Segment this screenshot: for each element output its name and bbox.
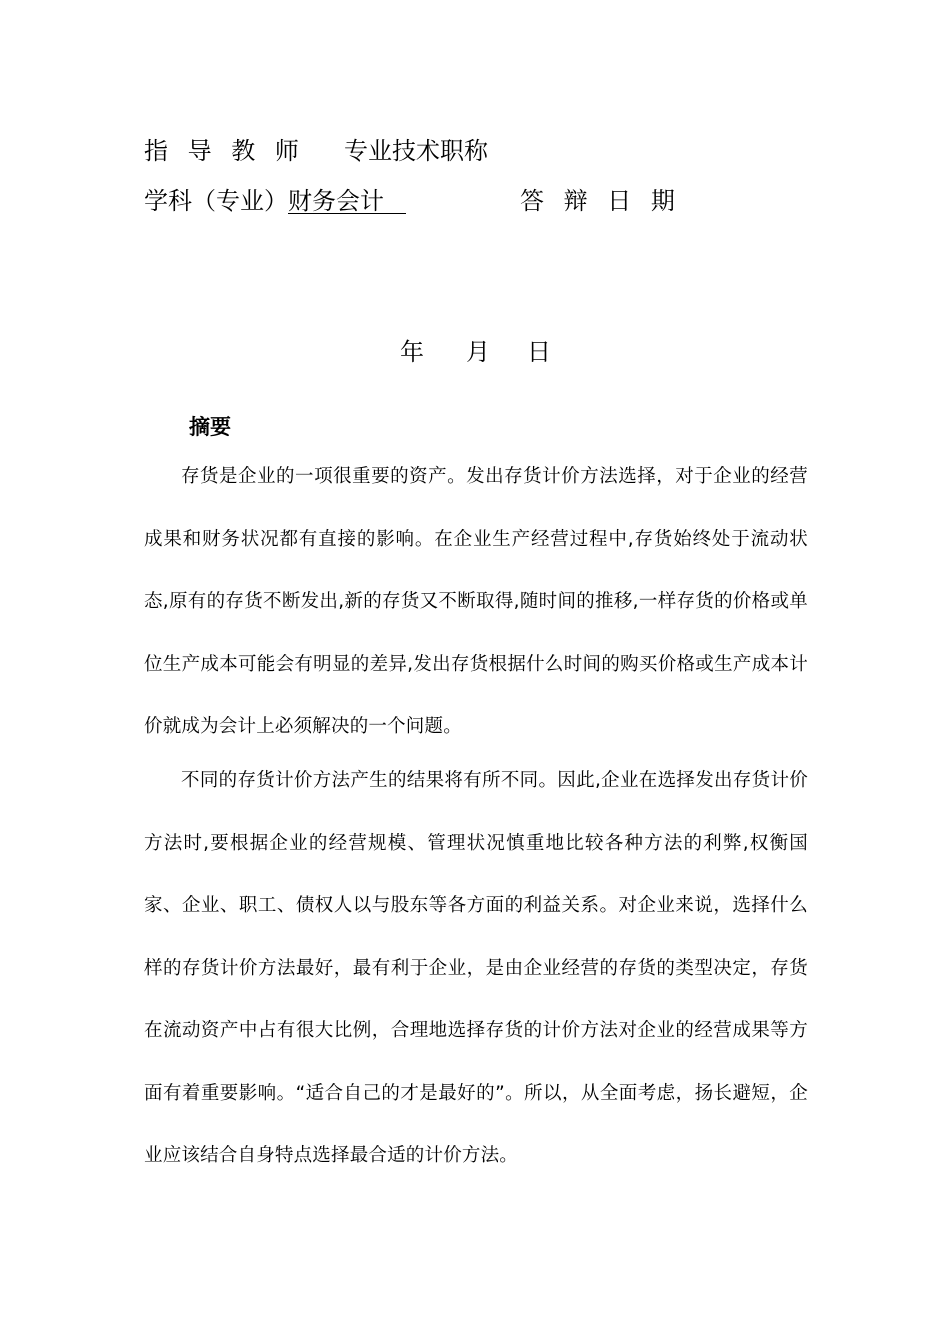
defense-date-label: 答 辩 日 期 (520, 187, 681, 215)
professional-title-label: 专业技术职称 (344, 137, 488, 165)
subject-value: 财务会计 (288, 189, 406, 214)
subject-label: 学科（专业） (144, 187, 288, 215)
date-month: 月 (466, 338, 490, 366)
abstract-paragraph-2: 不同的存货计价方法产生的结果将有所不同。因此,企业在选择发出存货计价方法时,要根据企业的经营规模、管理状况慎重地比较各种方法的利弊,权衡国家、企业、职工、债权人以与股东等各方面的利益关系。对企业来说，选择什么样的存货计价方法最好，最有利于企业，是由企业经营的存货的类型决定，存货在流动资产中占有很大比例，合理地选择存货的计价方法对企业的经营成果等方面有着重要影响。“适合自己的才是最好的”。所以，从全面考虑，扬长避短，企业应该结合自身特点选择最合适的计价方法。 (144, 770, 808, 1166)
abstract-paragraph-1: 存货是企业的一项很重要的资产。发出存货计价方法选择，对于企业的经营成果和财务状况都有直接的影响。在企业生产经营过程中,存货始终处于流动状态,原有的存货不断发出,新的存货又不断取得,随时间的推移,一样存货的价格或单位生产成本可能会有明显的差异,发出存货根据什么时间的购买价格或生产成本计价就成为会计上必须解决的一个问题。 (144, 466, 808, 737)
subject-row (144, 186, 406, 216)
advisor-label: 指 导 教 师 (144, 137, 305, 165)
date-day: 日 (527, 338, 551, 366)
date-year: 年 (400, 338, 424, 366)
abstract-title: 摘要 (189, 415, 231, 439)
